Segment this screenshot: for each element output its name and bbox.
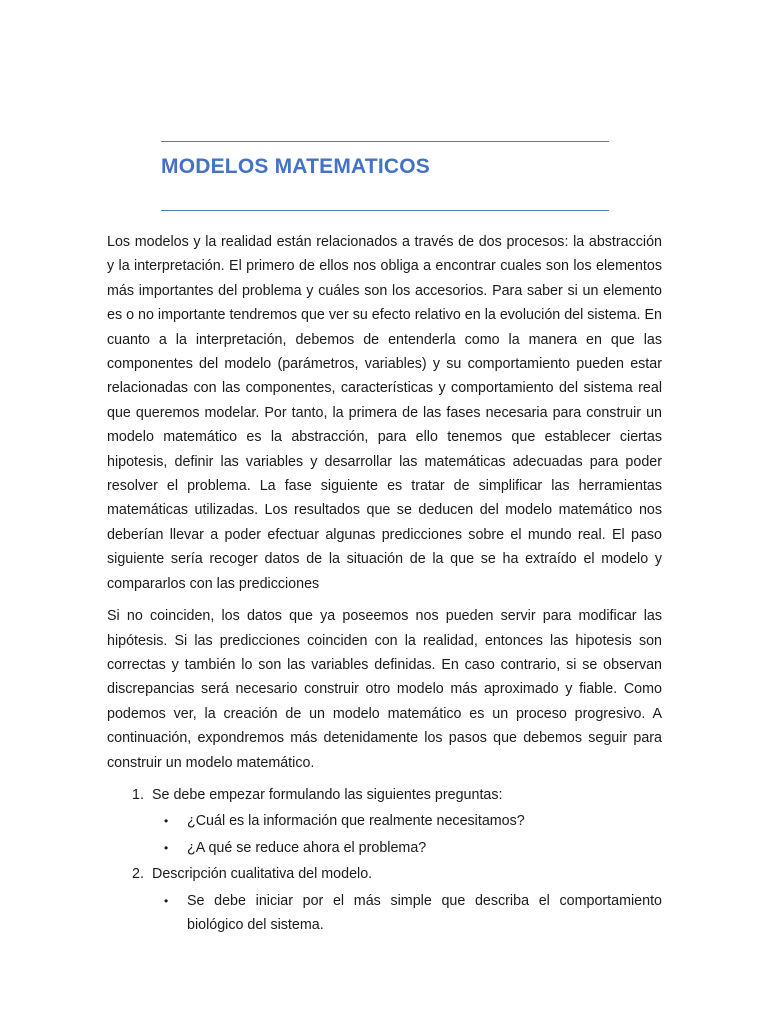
bullet-text: Se debe iniciar por el más simple que describa el comportamiento biológico del sistema. (187, 892, 662, 933)
step-item-1 (107, 783, 662, 807)
paragraph-2: Si no coinciden, los datos que ya poseemos nos pueden servir para modificar las hipótesis. Si las predicciones coinciden con la realidad, entonces las hipotesis son correctas y también lo son las variables definidas. En caso contrario, si se observan discrepancias será necesario construir otro modelo más aproximado y fiable. Como podemos ver, la creación de un modelo matemático es un proceso progresivo. A continuación, expondremos más detenidamente los pasos que debemos seguir para construir un modelo matemático. (107, 608, 662, 771)
step-2-bullets (107, 889, 662, 938)
bullet-item (107, 809, 662, 833)
bullet-text: ¿A qué se reduce ahora el problema? (187, 839, 427, 856)
bullet-list (107, 809, 662, 860)
bullet-item (107, 836, 662, 860)
step-number: 1. (132, 786, 144, 803)
bullet-list (107, 889, 662, 938)
bullet-icon: • (164, 840, 169, 855)
step-text: Descripción cualitativa del modelo. (152, 866, 373, 883)
step-number: 2. (132, 866, 144, 883)
title-rule-top (161, 141, 609, 142)
bullet-icon: • (164, 893, 169, 908)
bullet-icon: • (164, 814, 169, 829)
title-rule-bottom (161, 210, 609, 211)
step-text: Se debe empezar formulando las siguientes preguntas: (152, 786, 503, 803)
step-1-bullets (107, 809, 662, 860)
paragraph-1: Los modelos y la realidad están relacionados a través de dos procesos: la abstracción y la interpretación. El primero de ellos nos obliga a encontrar cuales son los elementos más importantes del problema y cuáles son los accesorios. Para saber si un elemento es o no importante tendremos que ver su efecto relativo en la evolución del sistema. En cuanto a la interpretación, debemos de entenderla como la manera en que las componentes del modelo (parámetros, variables) y su comportamiento pueden estar relacionadas con las componentes, características y comportamiento del sistema real que queremos modelar. Por tanto, la primera de las fases necesaria para construir un modelo matemático es la abstracción, para ello tenemos que establecer ciertas hipotesis, definir las variables y desarrollar las matemáticas adecuadas para poder resolver el problema. La fase siguiente es tratar de simplificar las herramientas matemáticas utilizadas. Los resultados que se deducen del modelo matemático nos deberían llevar a poder efectuar algunas predicciones sobre el mundo real. El paso siguiente sería recoger datos de la situación de la que se ha extraído el modelo y compararlos con las predicciones (107, 234, 662, 592)
step-item-2 (107, 862, 662, 886)
bullet-item (107, 889, 662, 938)
steps-list (107, 783, 662, 937)
page-title: MODELOS MATEMATICOS (161, 155, 431, 178)
bullet-text: ¿Cuál es la información que realmente necesitamos? (187, 813, 525, 830)
body-text (107, 230, 662, 939)
